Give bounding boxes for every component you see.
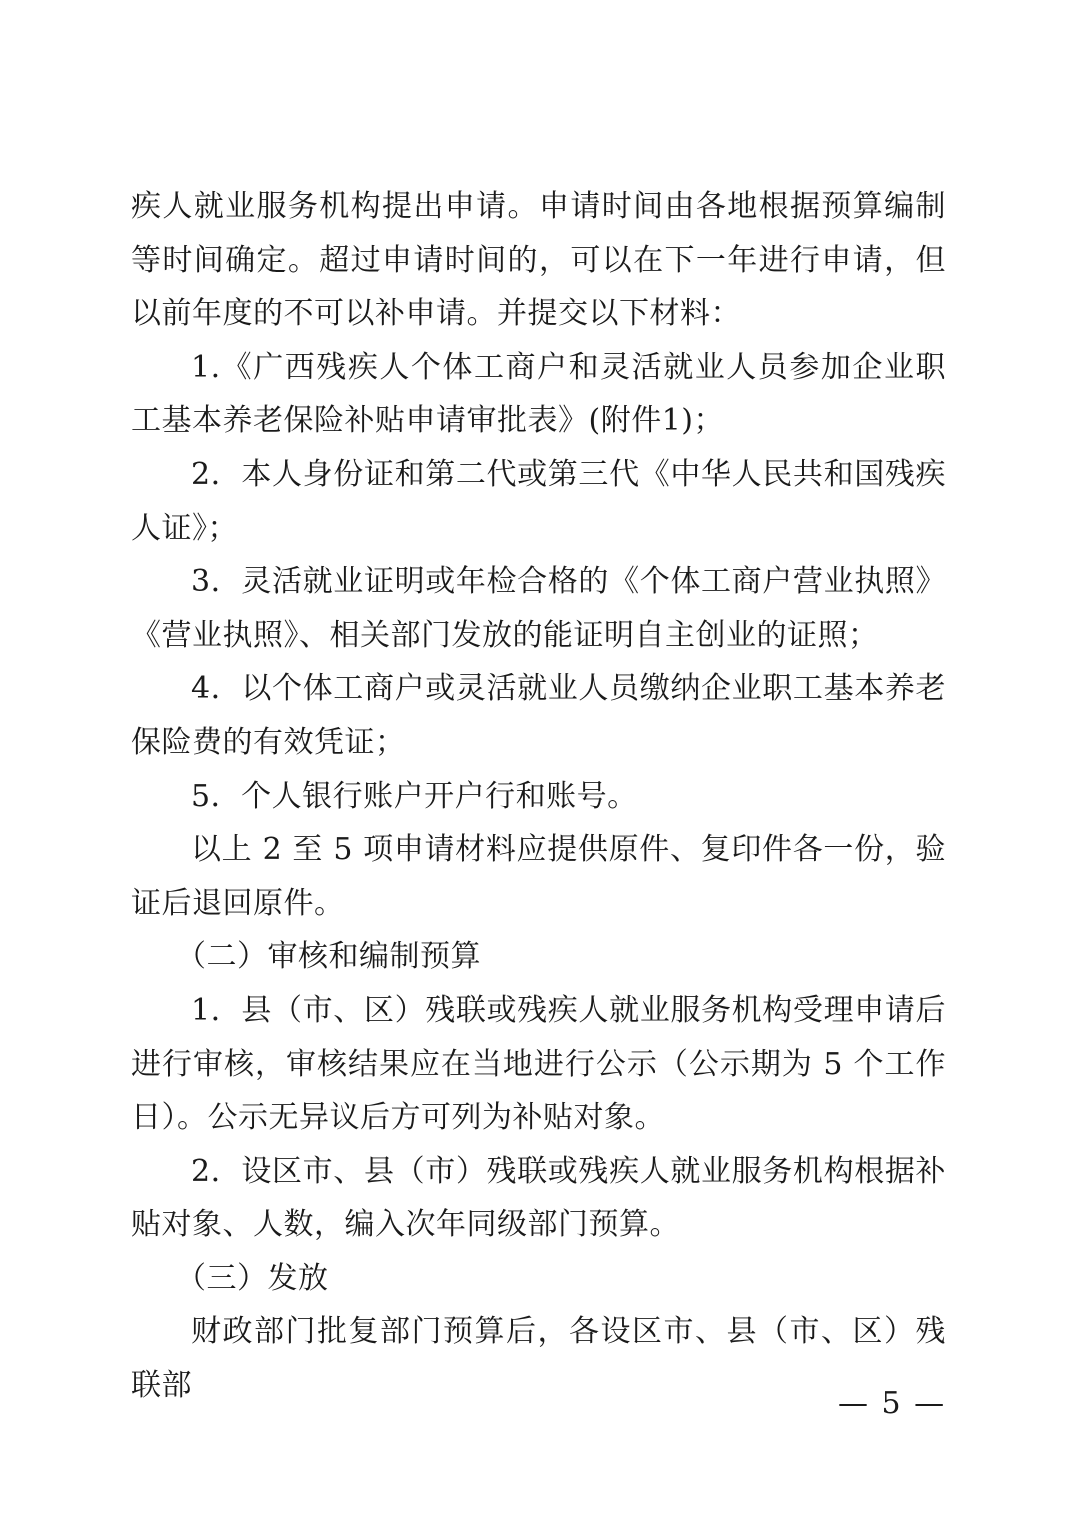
- review-item-1: 1．县（市、区）残联或残疾人就业服务机构受理申请后进行审核，审核结果应在当地进行公示（公示期为 5 个工作日）。公示无异议后方可列为补贴对象。: [131, 992, 946, 1136]
- list-item-3: 3．灵活就业证明或年检合格的《个体工商户营业执照》《营业执照》、相关部门发放的能证明自主创业的证照；: [131, 564, 946, 653]
- paragraph-distribution: 财政部门批复部门预算后，各设区市、县（市、区）残联部: [131, 1314, 946, 1404]
- paragraph-application-intro: 疾人就业服务机构提出申请。申请时间由各地根据预算编制等时间确定。超过申请时间的，可以在下一年进行申请，但以前年度的不可以补申请。并提交以下材料：: [131, 189, 946, 332]
- section-heading-distribution: （三）发放: [176, 1260, 329, 1296]
- body-text: [131, 180, 946, 1413]
- list-item-1: 1.《广西残疾人个体工商户和灵活就业人员参加企业职工基本养老保险补贴申请审批表》(附件1)；: [131, 349, 946, 439]
- list-item-4: 4．以个体工商户或灵活就业人员缴纳企业职工基本养老保险费的有效凭证；: [131, 671, 946, 760]
- section-heading-review-budget: （二）审核和编制预算: [176, 939, 481, 975]
- list-item-2: 2．本人身份证和第二代或第三代《中华人民共和国残疾人证》；: [131, 456, 946, 546]
- paragraph-materials-note: 以上 2 至 5 项申请材料应提供原件、复印件各一份，验证后退回原件。: [131, 832, 946, 921]
- list-item-5: 5．个人银行账户开户行和账号。: [191, 778, 638, 814]
- page-number: — 5 —: [838, 1386, 947, 1421]
- review-item-2: 2．设区市、县（市）残联或残疾人就业服务机构根据补贴对象、人数，编入次年同级部门预算。: [131, 1153, 946, 1243]
